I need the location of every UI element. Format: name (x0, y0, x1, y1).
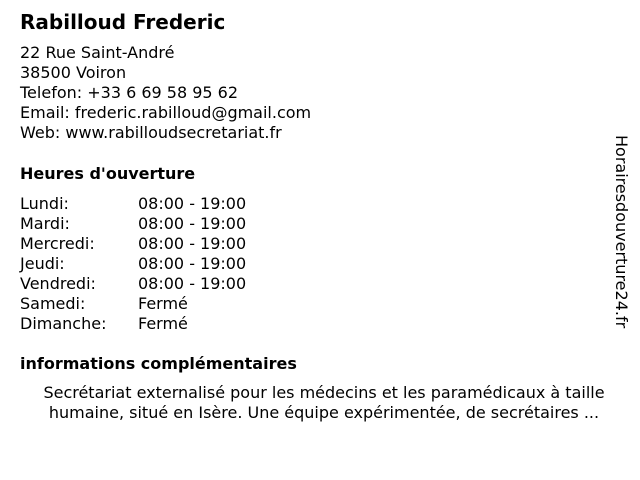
day-label: Dimanche: (20, 314, 107, 333)
day-hours: 08:00 - 19:00 (138, 234, 247, 253)
day-label: Jeudi: (20, 254, 65, 273)
day-hours: 08:00 - 19:00 (138, 254, 247, 273)
day-label: Samedi: (20, 294, 86, 313)
additional-info-text (20, 383, 628, 423)
day-hours: 08:00 - 19:00 (138, 274, 247, 293)
additional-info-heading: informations complémentaires (20, 354, 297, 373)
website-address: Web: www.rabilloudsecretariat.fr (20, 123, 282, 142)
day-label: Mardi: (20, 214, 70, 233)
day-hours: Fermé (138, 294, 188, 313)
day-hours: Fermé (138, 314, 188, 333)
description-line: humaine, situé en Isère. Une équipe expérimentée, de secrétaires ... (48, 403, 600, 422)
description-line: Secrétariat externalisé pour les médecins et les paramédicaux à taille (43, 383, 605, 402)
day-label: Lundi: (20, 194, 69, 213)
day-label: Vendredi: (20, 274, 96, 293)
day-hours: 08:00 - 19:00 (138, 214, 247, 233)
opening-hours-heading: Heures d'ouverture (20, 164, 196, 183)
day-label: Mercredi: (20, 234, 95, 253)
site-credit-vertical: Horairesdouverture24.fr (612, 135, 631, 329)
address-block (20, 43, 311, 143)
day-hours: 08:00 - 19:00 (138, 194, 247, 213)
street-address: 22 Rue Saint-André (20, 43, 175, 62)
city-address: 38500 Voiron (20, 63, 127, 82)
phone-number: Telefon: +33 6 69 58 95 62 (20, 83, 239, 102)
email-address: Email: frederic.rabilloud@gmail.com (20, 103, 312, 122)
business-name: Rabilloud Frederic (20, 10, 226, 34)
